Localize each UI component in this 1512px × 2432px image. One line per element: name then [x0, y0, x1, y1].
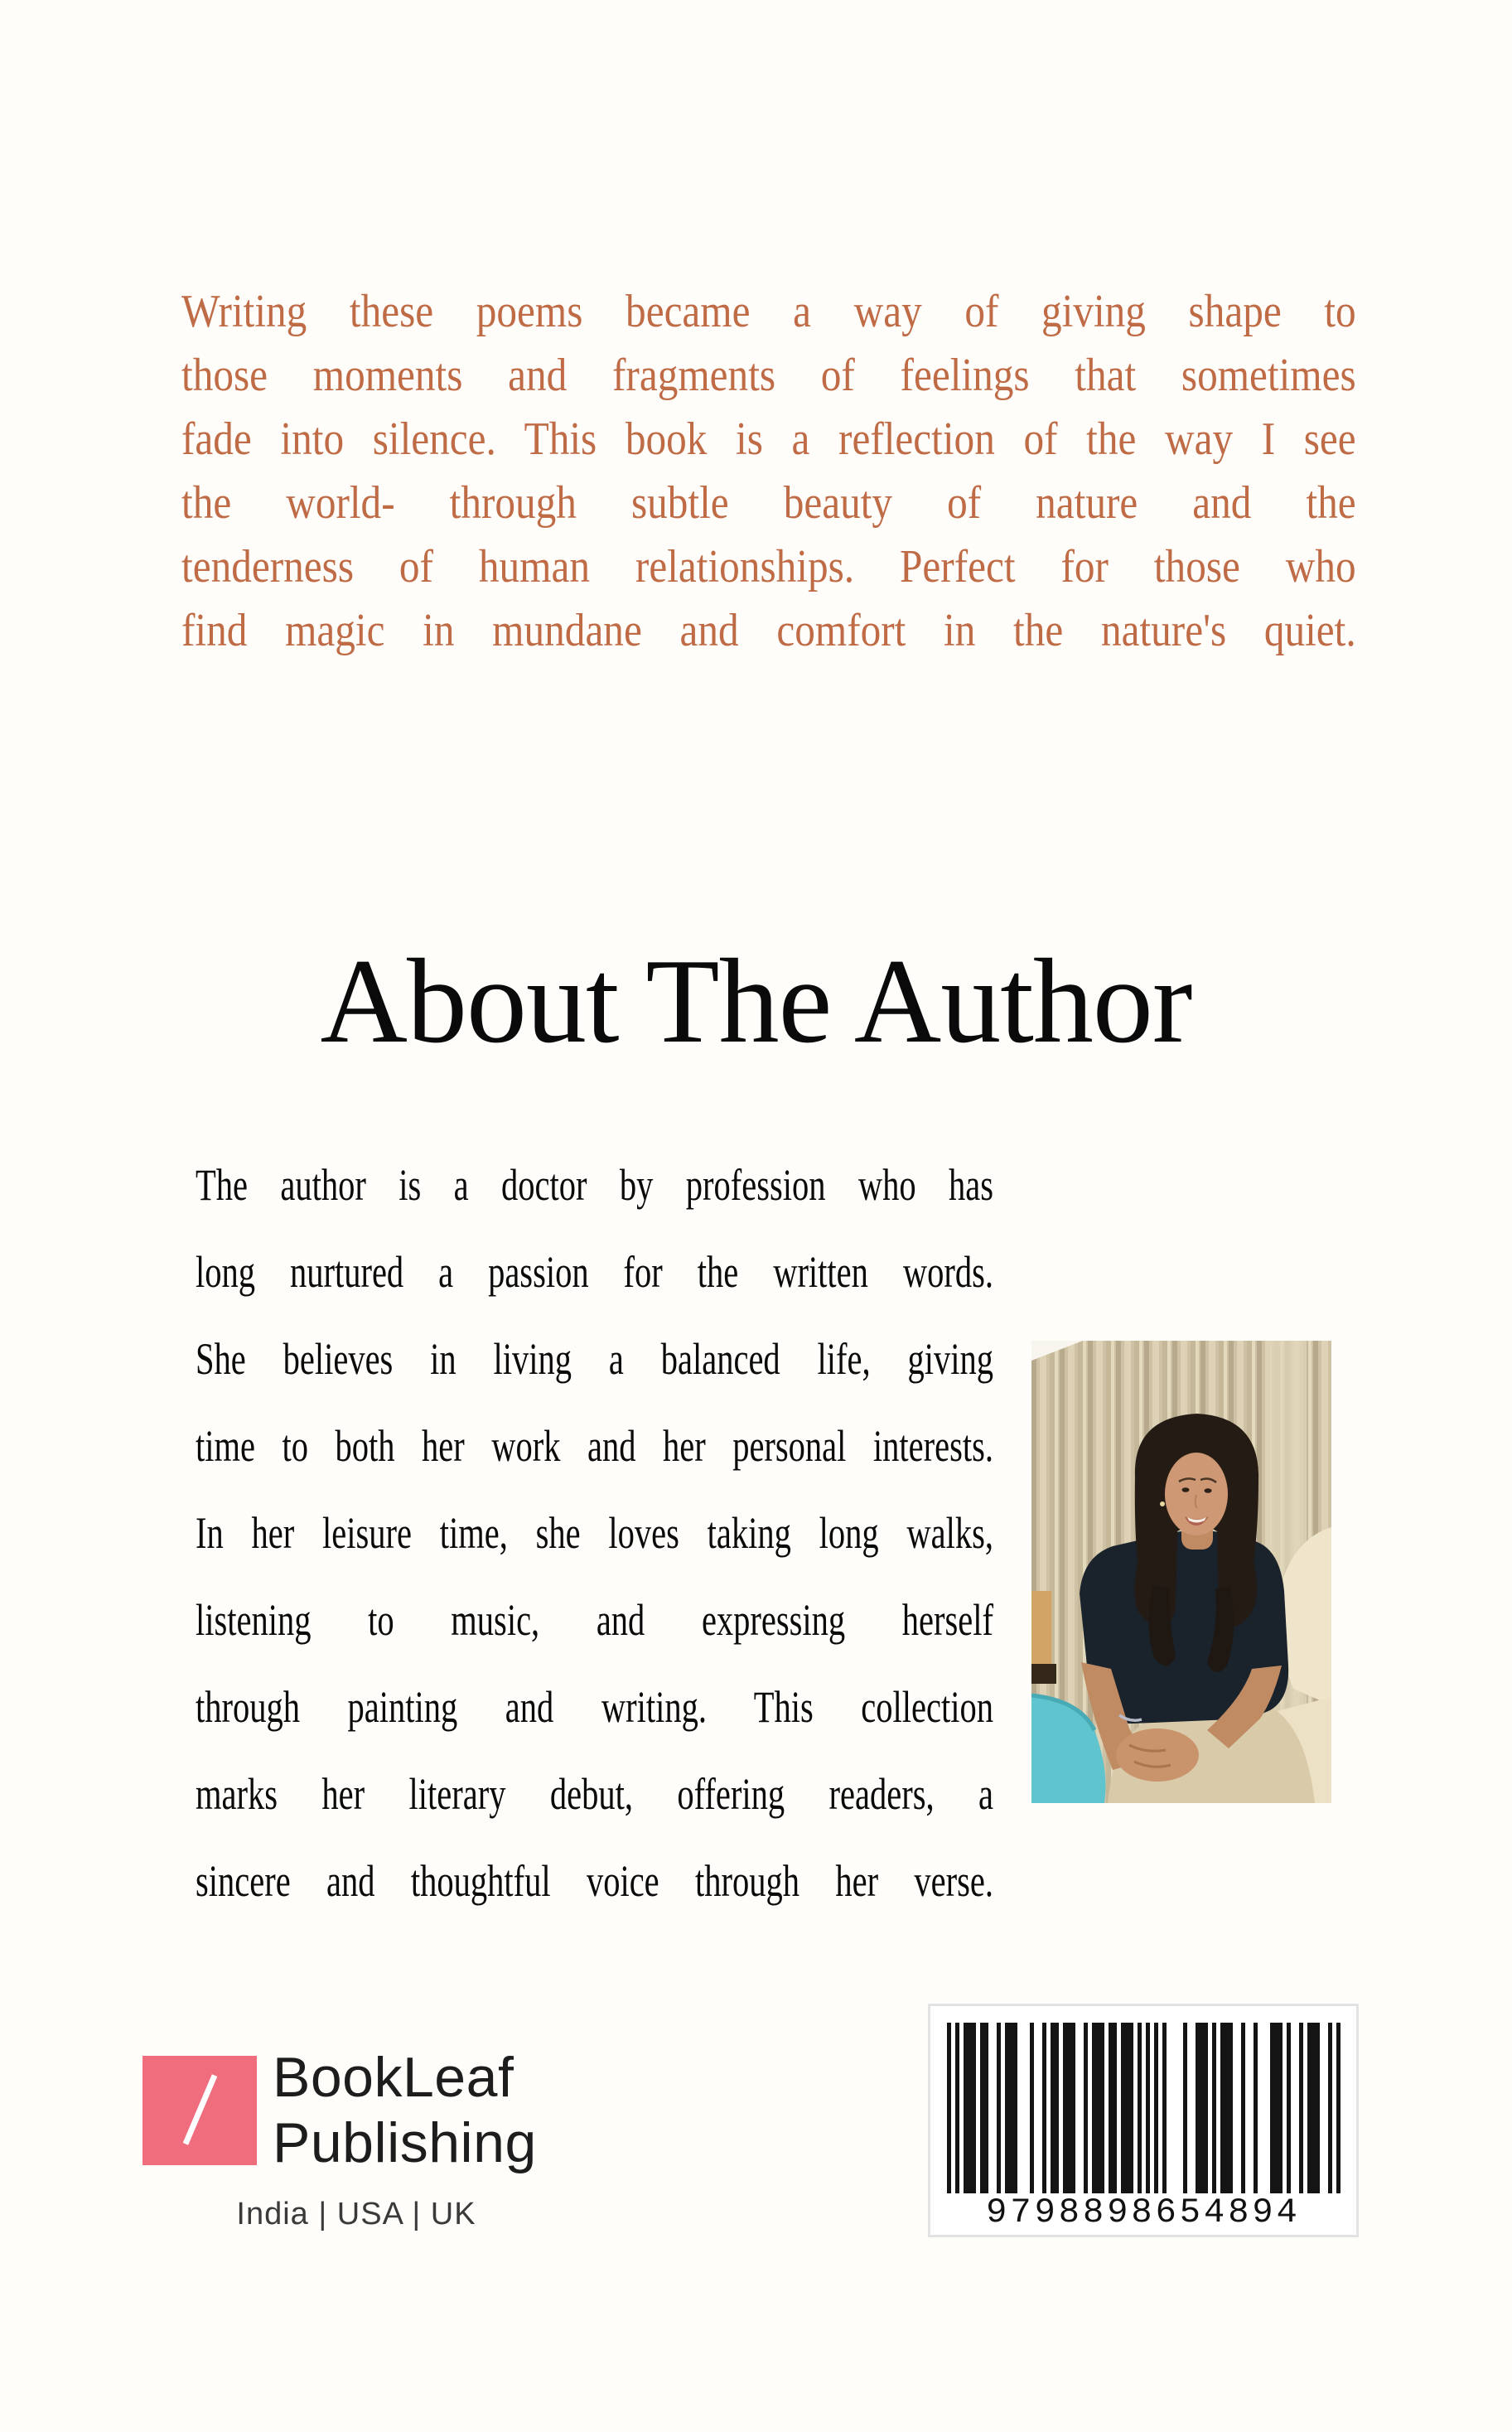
bio-line: long nurtured a passion for the written words.	[196, 1247, 993, 1297]
about-the-author-heading: About The Author	[320, 934, 1192, 1068]
bio-line: The author is a doctor by profession who has	[196, 1160, 993, 1210]
publisher-name-top: BookLeaf	[273, 2046, 514, 2109]
intro-line: the world- through subtle beauty of nature and the	[181, 477, 1356, 529]
intro-line: Writing these poems became a way of giving shape to	[181, 286, 1356, 337]
bio-line: sincere and thoughtful voice through her verse.	[196, 1856, 993, 1906]
intro-line: fade into silence. This book is a reflection of the way I see	[181, 413, 1356, 465]
author-bio-paragraph	[196, 1142, 993, 1925]
publisher-name-bottom: Publishing	[273, 2111, 537, 2174]
bio-line: listening to music, and expressing herself	[196, 1595, 993, 1645]
publisher-logo	[143, 2056, 257, 2165]
bio-line: In her leisure time, she loves taking long walks,	[196, 1508, 993, 1558]
slash-icon	[183, 2074, 218, 2145]
isbn-barcode	[928, 2004, 1359, 2237]
intro-line: tenderness of human relationships. Perfect for those who	[181, 541, 1356, 592]
author-photo	[1031, 1341, 1331, 1803]
bio-line: marks her literary debut, offering readers, a	[196, 1769, 993, 1819]
bio-line: through painting and writing. This collection	[196, 1682, 993, 1732]
barcode-bars	[947, 2023, 1341, 2193]
intro-line: those moments and fragments of feelings that sometimes	[181, 350, 1356, 401]
publisher-name	[273, 2045, 537, 2176]
bio-line: She believes in living a balanced life, giving	[196, 1334, 993, 1384]
intro-line: find magic in mundane and comfort in the nature's quiet.	[181, 605, 1356, 656]
bio-line: time to both her work and her personal interests.	[196, 1421, 993, 1471]
author-photo-illustration	[1031, 1341, 1331, 1803]
intro-paragraph	[181, 280, 1356, 663]
publisher-regions: India | USA | UK	[236, 2197, 476, 2231]
barcode-number: 9798898654894	[986, 2193, 1301, 2232]
